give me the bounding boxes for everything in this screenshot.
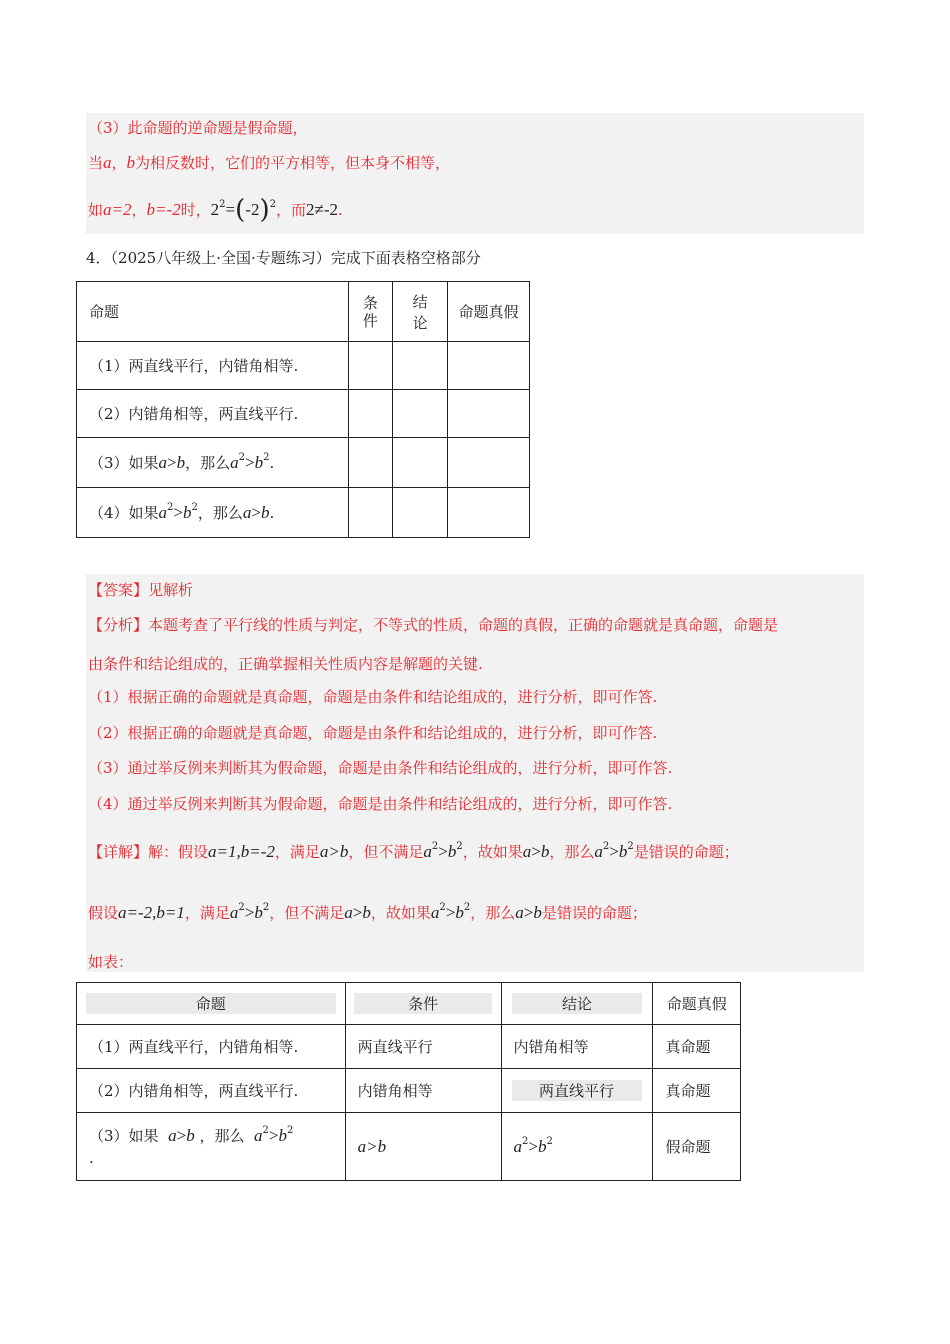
detail-line-2: 假设a=-2,b=1，满足$a^2>b^2$，但不满足a>b，故如果$a^2>b^2$，那么a>b是错误的命题；: [88, 902, 647, 922]
blank-cell[interactable]: [393, 488, 448, 538]
row-proposition: （3）如果 a>b ，那么 $a^2>b^2$ .: [77, 1113, 346, 1181]
header-truth: 命题真假: [448, 282, 530, 342]
analysis-point-1: （1）根据正确的命题就是真命题，命题是由条件和结论组成的，进行分析，即可作答.: [88, 688, 658, 706]
row-conclusion: $a^2>b^2$: [501, 1113, 653, 1181]
header-proposition: 命题: [77, 282, 349, 342]
row-condition: 两直线平行: [345, 1025, 501, 1069]
answer-table-header: [77, 983, 741, 1025]
header-condition: 条 件: [348, 282, 393, 342]
blank-cell[interactable]: [448, 390, 530, 438]
question-4-title: 4．（2025八年级上·全国·专题练习）完成下面表格空格部分: [86, 249, 481, 267]
header-conclusion: 结论: [393, 282, 448, 342]
blank-cell[interactable]: [393, 438, 448, 488]
question-table: [76, 281, 530, 538]
table-row: [77, 1025, 741, 1069]
opposite-numbers-line: 当a，b为相反数时，它们的平方相等，但本身不相等，: [88, 153, 451, 172]
blank-cell[interactable]: [448, 342, 530, 390]
analysis-point-3: （3）通过举反例来判断其为假命题，命题是由条件和结论组成的，进行分析，即可作答.: [88, 759, 673, 777]
blank-cell[interactable]: [348, 390, 393, 438]
analysis-point-2: （2）根据正确的命题就是真命题，命题是由条件和结论组成的，进行分析，即可作答.: [88, 724, 658, 742]
question-table-header: [77, 282, 530, 342]
blank-cell[interactable]: [448, 488, 530, 538]
header-truth: 命题真假: [653, 983, 741, 1025]
row-proposition: （3）如果a>b，那么$a^2>b^2$.: [77, 438, 349, 488]
reverse-proposition-line: （3）此命题的逆命题是假命题，: [88, 119, 308, 137]
row-truth: 真命题: [653, 1069, 741, 1113]
row-condition: 内错角相等: [345, 1069, 501, 1113]
row-truth: 假命题: [653, 1113, 741, 1181]
detail-line-1: 【详解】解：假设a=1,b=-2，满足a>b，但不满足$a^2>b^2$，故如果a>b，那么$a^2>b^2$是错误的命题；: [88, 841, 739, 861]
row-proposition: （1）两直线平行，内错角相等.: [77, 1025, 346, 1069]
blank-cell[interactable]: [393, 342, 448, 390]
row-proposition: （2）内错角相等，两直线平行.: [77, 1069, 346, 1113]
blank-cell[interactable]: [393, 390, 448, 438]
table-row: [77, 1113, 741, 1181]
as-table-label: 如表：: [88, 953, 134, 971]
blank-cell[interactable]: [348, 342, 393, 390]
table-row: [77, 438, 530, 488]
blank-cell[interactable]: [348, 438, 393, 488]
blank-cell[interactable]: [448, 438, 530, 488]
table-row: [77, 1069, 741, 1113]
table-row: [77, 488, 530, 538]
row-proposition: （1）两直线平行，内错角相等.: [77, 342, 349, 390]
counterexample-line: 如a=2，b=-2时，$2^2=(-2)^2$，而2≠-2.: [88, 195, 343, 225]
table-row: [77, 342, 530, 390]
row-truth: 真命题: [653, 1025, 741, 1069]
row-conclusion: 两直线平行: [501, 1069, 653, 1113]
row-proposition: （4）如果$a^2>b^2$，那么a>b.: [77, 488, 349, 538]
header-condition: 条件: [345, 983, 501, 1025]
answer-line: 【答案】见解析: [88, 581, 194, 599]
analysis-point-4: （4）通过举反例来判断其为假命题，命题是由条件和结论组成的，进行分析，即可作答.: [88, 795, 673, 813]
row-conclusion: 内错角相等: [501, 1025, 653, 1069]
analysis-line-2: 由条件和结论组成的，正确掌握相关性质内容是解题的关键.: [88, 655, 483, 673]
row-proposition: （2）内错角相等，两直线平行.: [77, 390, 349, 438]
table-row: [77, 390, 530, 438]
answer-table: [76, 982, 741, 1181]
header-conclusion: 结论: [501, 983, 653, 1025]
blank-cell[interactable]: [348, 488, 393, 538]
analysis-line-1: 【分析】本题考查了平行线的性质与判定，不等式的性质，命题的真假，正确的命题就是真命题，命题是: [88, 616, 779, 634]
row-condition: a>b: [345, 1113, 501, 1181]
header-proposition: 命题: [77, 983, 346, 1025]
